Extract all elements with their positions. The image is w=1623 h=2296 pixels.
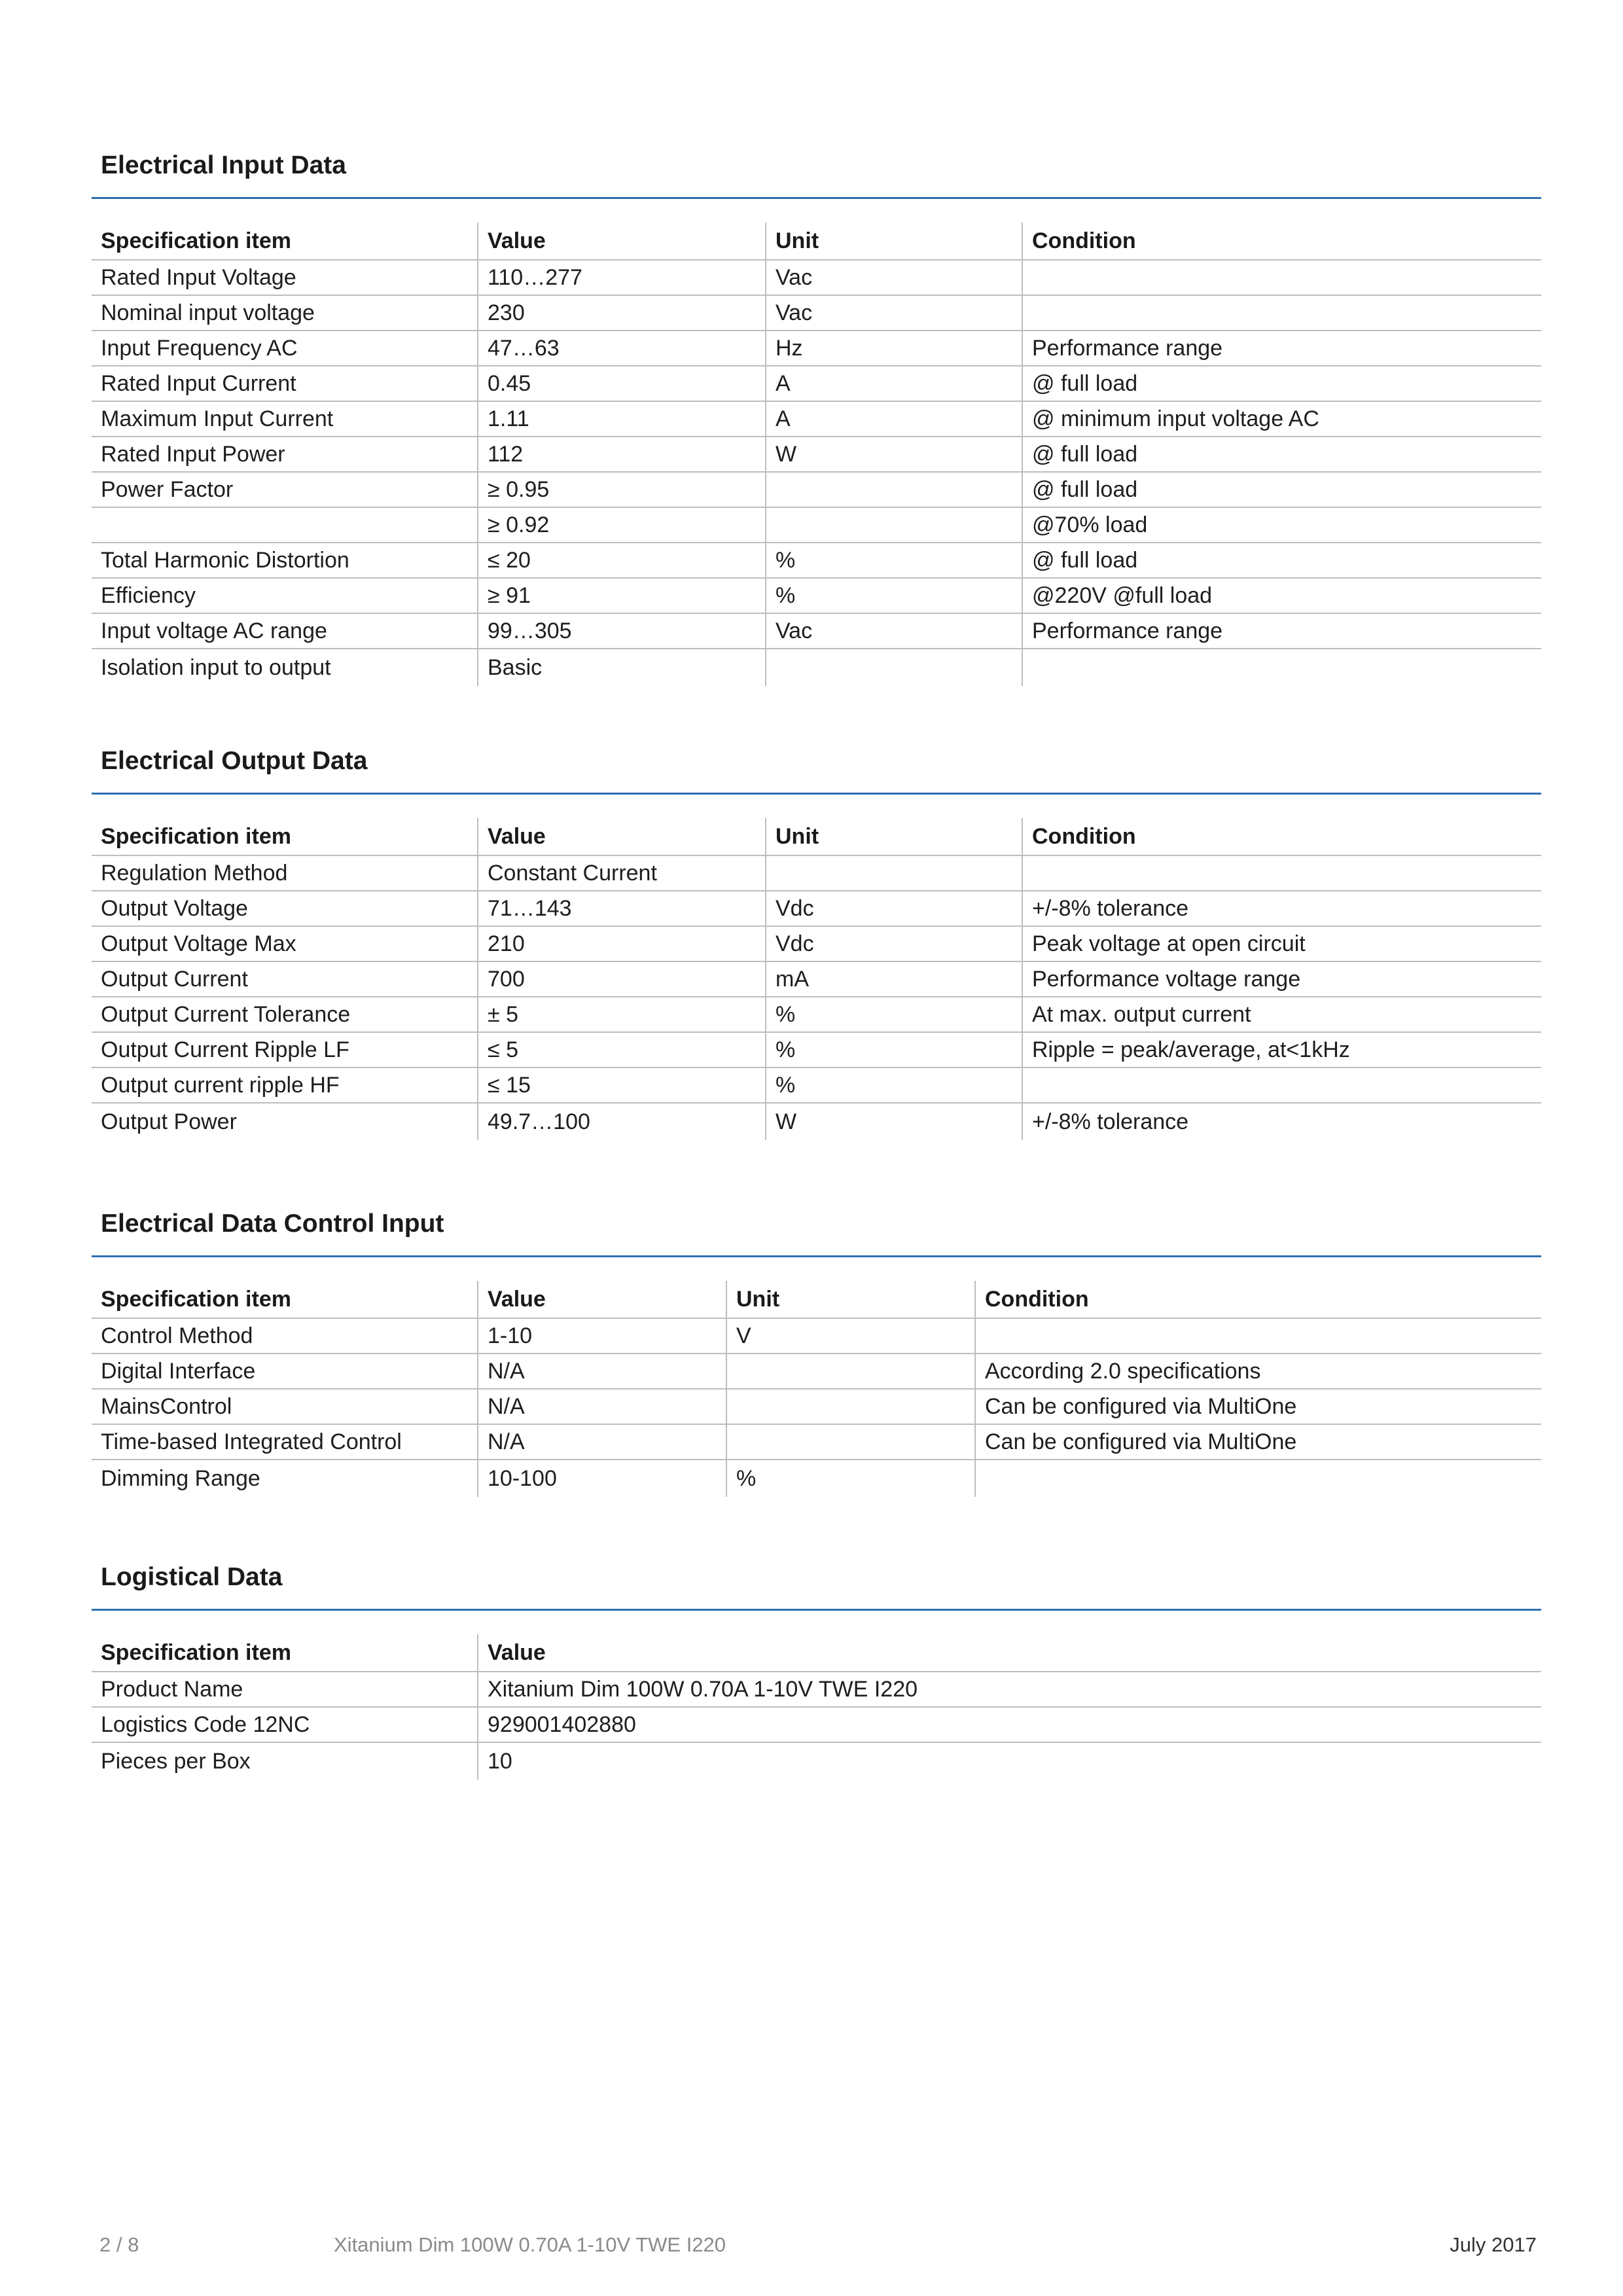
spec-condition: @ minimum input voltage AC xyxy=(1022,401,1541,437)
spec-value: ± 5 xyxy=(478,997,766,1032)
table-row xyxy=(92,1742,1541,1780)
table-header-row xyxy=(92,1281,1541,1318)
spec-unit: Hz xyxy=(766,331,1022,366)
spec-value: 700 xyxy=(478,961,766,997)
spec-condition: @220V @full load xyxy=(1022,578,1541,613)
spec-condition xyxy=(1022,855,1541,891)
spec-value: ≥ 0.92 xyxy=(478,507,766,543)
spec-value: 230 xyxy=(478,295,766,331)
page-number: 2 / 8 xyxy=(99,2233,139,2256)
spec-condition: @ full load xyxy=(1022,472,1541,507)
spec-condition: @ full load xyxy=(1022,366,1541,401)
spec-item: Logistics Code 12NC xyxy=(92,1707,478,1742)
spec-item: Nominal input voltage xyxy=(92,295,478,331)
column-header: Unit xyxy=(766,223,1022,260)
spec-unit: W xyxy=(766,437,1022,472)
spec-value: 47…63 xyxy=(478,331,766,366)
spec-condition: Can be configured via MultiOne xyxy=(975,1389,1541,1424)
table-row xyxy=(92,1103,1541,1140)
table-row xyxy=(92,926,1541,961)
spec-unit: Vac xyxy=(766,295,1022,331)
table-row xyxy=(92,401,1541,437)
table-row xyxy=(92,1672,1541,1707)
table-row xyxy=(92,260,1541,295)
spec-value: Xitanium Dim 100W 0.70A 1-10V TWE I220 xyxy=(478,1672,1541,1707)
spec-value: N/A xyxy=(478,1424,726,1460)
spec-value: 110…277 xyxy=(478,260,766,295)
spec-unit: Vac xyxy=(766,260,1022,295)
spec-value: ≥ 91 xyxy=(478,578,766,613)
section-title: Electrical Input Data xyxy=(101,151,346,179)
spec-condition: Peak voltage at open circuit xyxy=(1022,926,1541,961)
spec-item: Pieces per Box xyxy=(101,1748,251,1774)
table-row xyxy=(92,649,1541,686)
spec-condition: Can be configured via MultiOne xyxy=(975,1424,1541,1460)
spec-condition xyxy=(1022,260,1541,295)
spec-item: Output Current xyxy=(92,961,478,997)
spec-value: 10 xyxy=(478,1742,1541,1780)
spec-value: 1-10 xyxy=(478,1318,726,1354)
spec-condition: Ripple = peak/average, at<1kHz xyxy=(1022,1032,1541,1067)
spec-unit: % xyxy=(766,578,1022,613)
electrical-input-table xyxy=(92,223,1541,686)
spec-unit xyxy=(726,1354,975,1389)
spec-value: N/A xyxy=(478,1354,726,1389)
table-row xyxy=(92,613,1541,649)
table-row xyxy=(92,1389,1541,1424)
spec-item: Input Frequency AC xyxy=(92,331,478,366)
spec-value: ≤ 15 xyxy=(478,1067,766,1103)
spec-unit: Vac xyxy=(766,613,1022,649)
spec-unit xyxy=(766,507,1022,543)
spec-value: Constant Current xyxy=(478,855,766,891)
table-row xyxy=(92,295,1541,331)
section-title: Electrical Output Data xyxy=(101,747,368,775)
spec-condition xyxy=(1022,649,1541,686)
spec-item: Isolation input to output xyxy=(101,655,331,680)
table-row xyxy=(92,1354,1541,1389)
column-header: Value xyxy=(478,1281,726,1318)
spec-condition: +/-8% tolerance xyxy=(1022,891,1541,926)
spec-value: 10-100 xyxy=(478,1460,726,1497)
column-header: Condition xyxy=(1022,223,1541,260)
spec-unit xyxy=(766,649,1022,686)
spec-item: Digital Interface xyxy=(92,1354,478,1389)
spec-item: Product Name xyxy=(92,1672,478,1707)
spec-item: Output Voltage xyxy=(92,891,478,926)
spec-condition: According 2.0 specifications xyxy=(975,1354,1541,1389)
section-divider xyxy=(92,1255,1541,1257)
table-header-row xyxy=(92,1634,1541,1672)
footer-date: July 2017 xyxy=(1450,2233,1537,2256)
spec-unit: % xyxy=(766,1067,1022,1103)
table-row xyxy=(92,961,1541,997)
section-title: Electrical Data Control Input xyxy=(101,1210,444,1238)
spec-item: Output Current Tolerance xyxy=(92,997,478,1032)
spec-condition: @70% load xyxy=(1022,507,1541,543)
section-title: Logistical Data xyxy=(101,1563,283,1591)
spec-unit xyxy=(726,1389,975,1424)
column-header: Condition xyxy=(1022,818,1541,855)
spec-condition xyxy=(975,1460,1541,1497)
spec-condition: At max. output current xyxy=(1022,997,1541,1032)
spec-unit: % xyxy=(766,543,1022,578)
spec-value: ≥ 0.95 xyxy=(478,472,766,507)
spec-item: Regulation Method xyxy=(92,855,478,891)
spec-value: 1.11 xyxy=(478,401,766,437)
spec-value: 0.45 xyxy=(478,366,766,401)
table-row xyxy=(92,891,1541,926)
spec-item: Maximum Input Current xyxy=(92,401,478,437)
table-row xyxy=(92,1424,1541,1460)
spec-unit: Vdc xyxy=(766,926,1022,961)
table-row xyxy=(92,855,1541,891)
spec-condition xyxy=(1022,295,1541,331)
table-row xyxy=(92,331,1541,366)
table-row xyxy=(92,1460,1541,1497)
table-row xyxy=(92,1707,1541,1742)
column-header: Value xyxy=(478,818,766,855)
spec-item: Dimming Range xyxy=(101,1465,260,1491)
spec-unit xyxy=(766,472,1022,507)
table-row xyxy=(92,997,1541,1032)
section-divider xyxy=(92,197,1541,199)
spec-value: 929001402880 xyxy=(478,1707,1541,1742)
spec-condition: @ full load xyxy=(1022,543,1541,578)
column-header: Value xyxy=(478,1634,1541,1672)
table-row xyxy=(92,366,1541,401)
table-row xyxy=(92,543,1541,578)
spec-value: N/A xyxy=(478,1389,726,1424)
spec-item: Rated Input Current xyxy=(92,366,478,401)
table-row xyxy=(92,437,1541,472)
spec-item: Rated Input Voltage xyxy=(92,260,478,295)
spec-item: Output Voltage Max xyxy=(92,926,478,961)
spec-value: 99…305 xyxy=(478,613,766,649)
spec-item: Efficiency xyxy=(92,578,478,613)
column-header: Specification item xyxy=(92,223,478,260)
spec-item: Power Factor xyxy=(92,472,478,507)
logistical-table xyxy=(92,1634,1541,1780)
spec-unit: A xyxy=(766,366,1022,401)
spec-value: ≤ 20 xyxy=(478,543,766,578)
spec-item: Rated Input Power xyxy=(92,437,478,472)
spec-condition: @ full load xyxy=(1022,437,1541,472)
spec-item: Control Method xyxy=(92,1318,478,1354)
spec-value: 49.7…100 xyxy=(478,1103,766,1140)
section-divider xyxy=(92,793,1541,795)
table-row xyxy=(92,578,1541,613)
spec-condition xyxy=(1022,1067,1541,1103)
spec-unit: W xyxy=(766,1103,1022,1140)
spec-item: Input voltage AC range xyxy=(92,613,478,649)
spec-item: Total Harmonic Distortion xyxy=(92,543,478,578)
column-header: Value xyxy=(478,223,766,260)
spec-item: MainsControl xyxy=(92,1389,478,1424)
spec-condition: Performance range xyxy=(1022,613,1541,649)
spec-item: Output Current Ripple LF xyxy=(92,1032,478,1067)
spec-condition: Performance range xyxy=(1022,331,1541,366)
footer-product-name: Xitanium Dim 100W 0.70A 1-10V TWE I220 xyxy=(334,2233,726,2256)
spec-unit: % xyxy=(766,1032,1022,1067)
spec-value: ≤ 5 xyxy=(478,1032,766,1067)
column-header: Condition xyxy=(975,1281,1541,1318)
section-divider xyxy=(92,1609,1541,1611)
electrical-output-table xyxy=(92,818,1541,1140)
spec-unit: % xyxy=(726,1460,975,1497)
spec-unit: mA xyxy=(766,961,1022,997)
spec-unit xyxy=(726,1424,975,1460)
table-row xyxy=(92,472,1541,507)
column-header: Specification item xyxy=(92,818,478,855)
spec-condition: +/-8% tolerance xyxy=(1022,1103,1541,1140)
spec-unit xyxy=(766,855,1022,891)
spec-unit: Vdc xyxy=(766,891,1022,926)
spec-value: 112 xyxy=(478,437,766,472)
spec-value: Basic xyxy=(478,649,766,686)
spec-value: 71…143 xyxy=(478,891,766,926)
spec-unit: % xyxy=(766,997,1022,1032)
column-header: Unit xyxy=(726,1281,975,1318)
table-row xyxy=(92,507,1541,543)
spec-item: Time-based Integrated Control xyxy=(92,1424,478,1460)
spec-condition xyxy=(975,1318,1541,1354)
electrical-control-table xyxy=(92,1281,1541,1497)
spec-unit: A xyxy=(766,401,1022,437)
spec-item xyxy=(92,507,478,543)
spec-item: Output current ripple HF xyxy=(92,1067,478,1103)
table-header-row xyxy=(92,223,1541,260)
spec-value: 210 xyxy=(478,926,766,961)
spec-item: Output Power xyxy=(101,1109,237,1134)
table-row xyxy=(92,1318,1541,1354)
column-header: Specification item xyxy=(92,1634,478,1672)
table-header-row xyxy=(92,818,1541,855)
column-header: Unit xyxy=(766,818,1022,855)
spec-condition: Performance voltage range xyxy=(1022,961,1541,997)
spec-unit: V xyxy=(726,1318,975,1354)
table-row xyxy=(92,1032,1541,1067)
table-row xyxy=(92,1067,1541,1103)
column-header: Specification item xyxy=(92,1281,478,1318)
